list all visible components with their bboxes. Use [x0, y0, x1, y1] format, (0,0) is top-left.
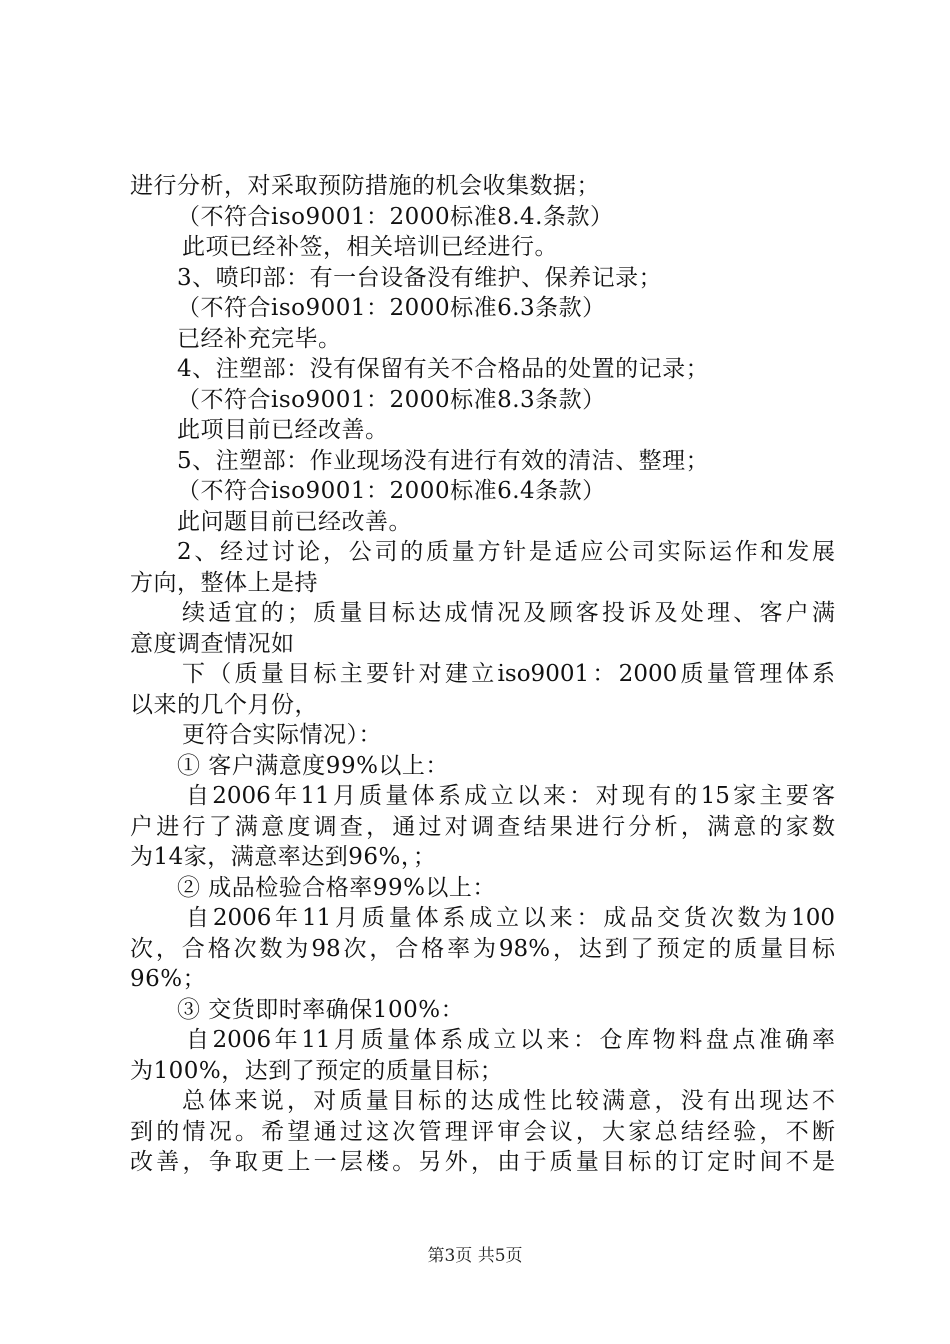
text-line: 自2006年11月质量体系成立以来：仓库物料盘点准确率 [186, 1027, 835, 1053]
text-line: 次，合格次数为98次，合格率为98%，达到了预定的质量目标 [130, 935, 835, 962]
text-line: 5、注塑部：作业现场没有进行有效的清洁、整理； [177, 447, 710, 474]
text-line: ② 成品检验合格率99%以上： [177, 874, 496, 901]
text-line: 更符合实际情况）： [182, 722, 382, 748]
document-body [130, 171, 835, 1178]
text-line: （不符合iso9001：2000标准8.4.条款） [177, 203, 614, 230]
text-line: 户进行了满意度调查，通过对调查结果进行分析，满意的家数 [130, 813, 835, 840]
text-line: 96%； [130, 966, 207, 992]
text-line: 4、注塑部：没有保留有关不合格品的处置的记录； [177, 356, 710, 382]
text-line: 此项目前已经改善。 [177, 417, 389, 443]
text-line: 3、喷印部：有一台设备没有维护、保养记录； [177, 264, 663, 291]
text-line: 意度调查情况如 [130, 630, 295, 657]
text-line: 已经补充完毕。 [177, 325, 342, 352]
text-line: （不符合iso9001：2000标准8.3条款） [177, 386, 606, 413]
text-line: 2、经过讨论，公司的质量方针是适应公司实际运作和发展 [177, 539, 835, 565]
text-line: 为14家，满意率达到96%，； [130, 844, 437, 870]
text-line: 改善，争取更上一层楼。另外，由于质量目标的订定时间不是 [130, 1149, 835, 1175]
text-line: （不符合iso9001：2000标准6.4条款） [177, 478, 606, 504]
text-line: 进行分析，对采取预防措施的机会收集数据； [130, 173, 600, 199]
text-line: 续适宜的；质量目标达成情况及顾客投诉及处理、客户满 [182, 600, 835, 626]
text-line: （不符合iso9001：2000标准6.3条款） [177, 295, 606, 321]
text-line: 方向，整体上是持 [130, 569, 318, 596]
text-line: 为100%，达到了预定的质量目标； [130, 1057, 504, 1084]
text-line: ① 客户满意度99%以上： [177, 752, 449, 779]
text-line: 到的情况。希望通过这次管理评审会议，大家总结经验，不断 [130, 1118, 835, 1145]
text-line: 自2006年11月质量体系成立以来：成品交货次数为100 [186, 905, 835, 931]
text-line: 下（质量目标主要针对建立iso9001：2000质量管理体系 [182, 661, 835, 687]
text-line: ③ 交货即时率确保100%： [177, 996, 465, 1023]
text-line: 以来的几个月份， [130, 691, 318, 718]
text-line: 此项已经补签，相关培训已经进行。 [182, 234, 558, 260]
page-number-footer: 第3页 共5页 [427, 1246, 523, 1266]
text-line: 总体来说，对质量目标的达成性比较满意，没有出现达不 [182, 1088, 835, 1114]
text-line: 自2006年11月质量体系成立以来：对现有的15家主要客 [186, 783, 835, 809]
text-line: 此问题目前已经改善。 [177, 508, 412, 535]
